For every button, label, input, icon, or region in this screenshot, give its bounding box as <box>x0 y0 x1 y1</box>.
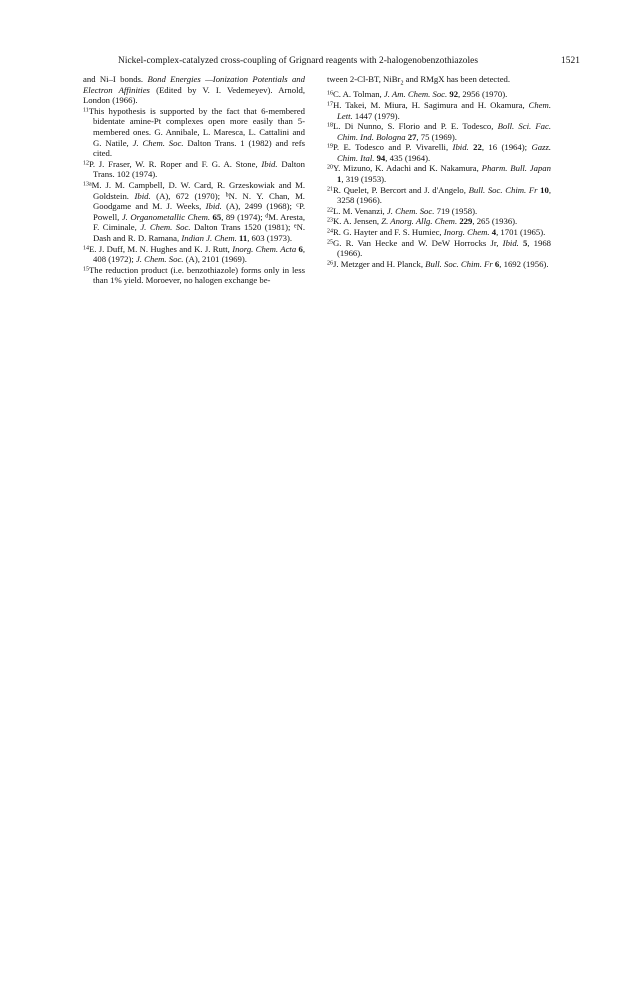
page-number: 1521 <box>561 56 580 66</box>
reference-number: 21 <box>327 186 333 193</box>
reference-number: 25 <box>327 239 333 246</box>
reference-number: 15 <box>83 266 89 273</box>
reference-12: $^{12}$P. J. Fraser, W. R. Roper and F. G. A. Stone, Ibid. Dalton Trans. 102 (1974). <box>83 158 305 180</box>
reference-number: 23 <box>327 217 333 224</box>
reference-11: $^{11}$This hypothesis is supported by the fact that 6-membered bidentate amine-Pt complexes open more easily than 5-membered ones. G. Annibale, L. Maresca, L. Cattalini and G. Natile, J. Chem. Soc. Dalton Trans. 1 (1982) and refs cited. <box>83 105 305 159</box>
reference-23: $^{23}$K. A. Jensen, Z. Anorg. Allg. Chem. 229, 265 (1936). <box>327 216 518 227</box>
reference-number: 12 <box>83 160 89 167</box>
right-continuation: tween 2-Cl-BT, NiBr$_2$ and RMgX has been detected. <box>327 74 511 87</box>
reference-number: 16 <box>327 90 333 97</box>
reference-number: 18 <box>327 122 333 129</box>
reference-16: $^{16}$C. A. Tolman, J. Am. Chem. Soc. 92, 2956 (1970). <box>327 89 508 100</box>
reference-25: $^{25}$G. R. Van Hecke and W. DeW Horrocks Jr, Ibid. 5, 1968 (1966). <box>327 237 552 259</box>
reference-number: 22 <box>327 207 333 214</box>
reference-14: $^{14}$E. J. Duff, M. N. Hughes and K. J. Rutt, Inorg. Chem. Acta 6, 408 (1972); J. Chem. Soc. (A), 2101 (1969). <box>83 243 306 265</box>
reference-number: 19 <box>327 143 333 150</box>
left-continuation: and Ni–I bonds. Bond Energies —Ionization Potentials and Electron Affinities (Edited by V. I. Vedemeyev). Arnold, London (1966). <box>83 74 305 106</box>
references-left-column <box>83 74 305 286</box>
running-title: Nickel-complex-catalyzed cross-coupling of Grignard reagents with 2-halogenobenzothiazoles <box>118 56 479 66</box>
references-right-column <box>327 74 551 269</box>
reference-number: 11 <box>83 107 89 114</box>
reference-18: $^{18}$L. Di Nunno, S. Florio and P. E. Todesco, Boll. Sci. Fac. Chim. Ind. Bologna 27, 75 (1969). <box>327 121 551 142</box>
reference-number: 17 <box>327 101 333 108</box>
reference-15: $^{15}$The reduction product (i.e. benzothiazole) forms only in less than 1% yield. Moroever, no halogen exchange be- <box>83 264 305 286</box>
reference-21: $^{21}$R. Quelet, P. Bercort and J. d'Angelo, Bull. Soc. Chim. Fr 10, 3258 (1966). <box>327 184 552 206</box>
reference-number: 14 <box>83 245 89 251</box>
reference-number: 26 <box>327 260 333 267</box>
reference-13a: $^{13a}$M. J. M. Campbell, D. W. Card, R. Grzeskowiak and M. Goldstein. Ibid. (A), 672 (1970); $^b$N. N. Y. Chan, M. Goodgame and M. J. Weeks, Ibid. (A), 2499 (1968); $^c$P. Powell, J. Organometallic Chem. 65, 89 (1974); $^d$M. Aresta, F. Ciminale, J. Chem. Soc. Dalton Trans 1520 (1981); $^e$N. Dash and R. D. Ramana, Indian J. Chem. 11, 603 (1973). <box>83 179 306 243</box>
reference-number: 24 <box>327 228 333 235</box>
reference-20: $^{20}$Y. Mizuno, K. Adachi and K. Nakamura, Pharm. Bull. Japan 1, 319 (1953). <box>327 163 551 185</box>
reference-19: $^{19}$P. E. Todesco and P. Vivarelli, Ibid. 22, 16 (1964); Gazz. Chim. Ital. 94, 435 (1964). <box>327 142 552 163</box>
reference-22: $^{22}$L. M. Venanzi, J. Chem. Soc. 719 (1958). <box>327 205 478 216</box>
reference-number: 20 <box>327 164 333 171</box>
reference-26: $^{26}$J. Metzger and H. Planck, Bull. Soc. Chim. Fr 6, 1692 (1956). <box>327 258 549 269</box>
reference-17: $^{17}$H. Takei, M. Miura, H. Sagimura and H. Okamura, Chem. Lett. 1447 (1979). <box>327 99 551 121</box>
running-header <box>118 56 580 70</box>
reference-24: $^{24}$R. G. Hayter and F. S. Humiec, Inorg. Chem. 4, 1701 (1965). <box>327 227 546 238</box>
reference-number: 13a <box>83 181 92 188</box>
